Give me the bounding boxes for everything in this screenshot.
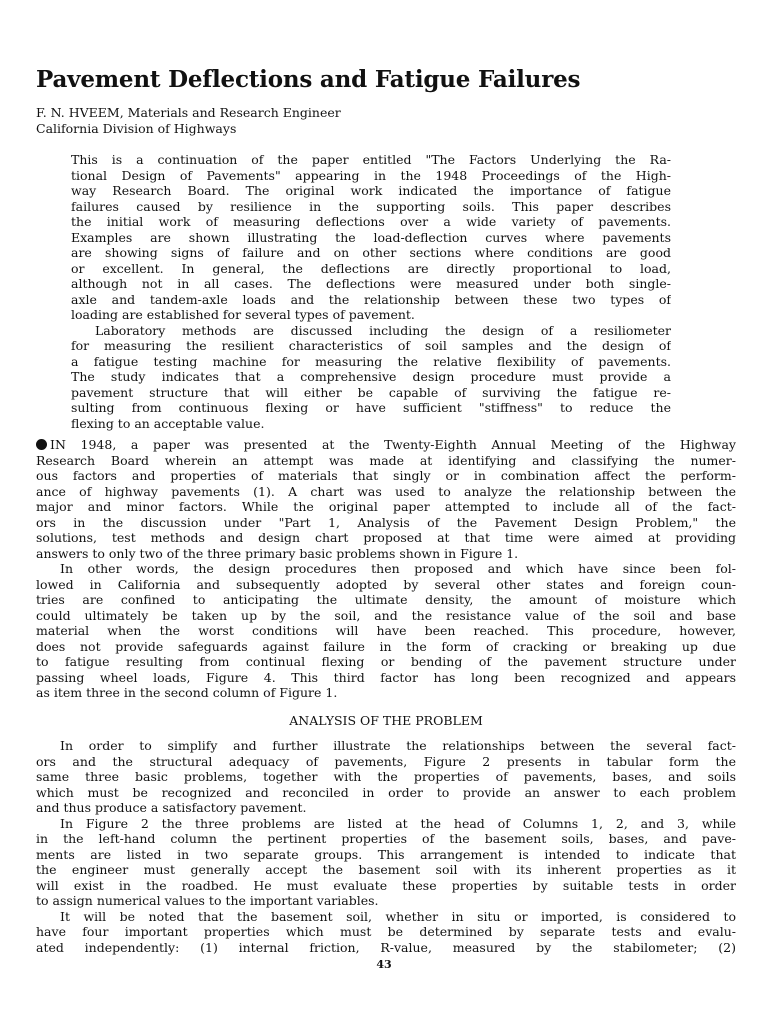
paragraph5-line: have four important properties which must be determined by separate tests and evalu- — [36, 924, 736, 939]
paragraph2-line: does not provide safeguards against failure in the form of cracking or breaking up due — [36, 638, 736, 654]
paragraph2-line: as item three in the second column of Figure 1. — [36, 685, 338, 700]
paragraph1-line: answers to only two of the three primary basic problems shown in Figure 1. — [36, 545, 519, 561]
paragraph2-line: passing wheel loads, Figure 4. This third factor has long been recognized and appears — [36, 669, 736, 685]
paragraph4-line: the engineer must generally accept the basement soil with its inherent properties as it — [36, 862, 736, 877]
paragraph1-line: ous factors and properties of materials that singly or in combination affect the perform- — [36, 468, 736, 483]
paragraph3-line: which must be recognized and reconciled in order to provide an answer to each problem — [36, 784, 736, 800]
abstract-line: for measuring the resilient characteristics of soil samples and the design of — [71, 338, 671, 353]
page-number: 43 — [376, 958, 392, 971]
body-text — [36, 437, 736, 955]
abstract-line: failures caused by resilience in the supporting soils. This paper describes — [71, 198, 671, 214]
paragraph4-line: will exist in the roadbed. He must evaluate these properties by suitable tests in order — [36, 877, 736, 893]
paragraph1-line: Research Board wherein an attempt was made at identifying and classifying the numer- — [36, 452, 736, 468]
paragraph2-line: could ultimately be taken up by the soil, and the resistance value of the soil and base — [36, 607, 736, 623]
author-affiliation: California Division of Highways — [36, 121, 237, 136]
paragraph2-line: to fatigue resulting from continual flexing or bending of the pavement structure under — [36, 654, 736, 669]
paragraph3-line: same three basic problems, together with the properties of pavements, bases, and soils — [36, 769, 736, 784]
abstract-line: loading are established for several types of pavement. — [71, 307, 415, 322]
paragraph-4 — [36, 816, 736, 909]
author-name: F. N. HVEEM, Materials and Research Engineer — [36, 105, 341, 120]
paragraph1-line: ors in the discussion under "Part 1, Analysis of the Pavement Design Problem," the — [36, 514, 736, 530]
paragraph-1 — [36, 437, 736, 561]
abstract-line: tional Design of Pavements" appearing in the 1948 Proceedings of the High- — [71, 167, 671, 183]
paragraph4-line: in the left-hand column the pertinent properties of the basement soils, bases, and pave- — [36, 831, 736, 846]
paragraph1-line: major and minor factors. While the original paper attempted to include all of the fact- — [36, 499, 736, 514]
paragraph-5 — [36, 909, 736, 956]
abstract-line: or excellent. In general, the deflections are directly proportional to load, — [71, 260, 671, 276]
paragraph1-line: IN 1948, a paper was presented at the Twenty-Eighth Annual Meeting of the Highway — [36, 437, 736, 453]
abstract-line: although not in all cases. The deflections were measured under both single- — [71, 276, 671, 291]
paragraph3-line: ors and the structural adequacy of pavements, Figure 2 presents in tabular form the — [36, 753, 736, 769]
author-block — [36, 105, 341, 137]
abstract-line: The study indicates that a comprehensive design procedure must provide a — [71, 369, 671, 384]
section-heading: ANALYSIS OF THE PROBLEM — [289, 712, 483, 728]
paragraph1-line: ance of highway pavements (1). A chart was used to analyze the relationship between the — [36, 483, 736, 499]
abstract-line: way Research Board. The original work indicated the importance of fatigue — [71, 183, 671, 198]
abstract-line: are showing signs of failure and on other sections where conditions are good — [71, 245, 671, 260]
paragraph4-line: ments are listed in two separate groups. This arrangement is intended to indicate that — [36, 846, 736, 862]
paragraph4-line: to assign numerical values to the important variables. — [36, 893, 379, 908]
paragraph-2 — [36, 561, 736, 701]
paragraph4-line: In Figure 2 the three problems are listed at the head of Columns 1, 2, and 3, while — [60, 815, 736, 831]
paragraph2-line: In other words, the design procedures then proposed and which have since been fol- — [60, 561, 736, 576]
abstract-line: a fatigue testing machine for measuring the relative flexibility of pavements. — [71, 353, 671, 369]
bullet-icon — [36, 439, 47, 450]
abstract-line: This is a continuation of the paper entitled "The Factors Underlying the Ra- — [71, 152, 671, 167]
abstract-line: Laboratory methods are discussed including the design of a resiliometer — [95, 322, 671, 338]
paragraph2-line: tries are confined to anticipating the ultimate density, the amount of moisture which — [36, 592, 736, 607]
paragraph3-line: and thus produce a satisfactory pavement. — [36, 800, 307, 815]
paragraph5-line: It will be noted that the basement soil, whether in situ or imported, is considered to — [60, 908, 736, 924]
abstract-line: flexing to an acceptable value. — [71, 415, 265, 431]
abstract-line: Examples are shown illustrating the load-deflection curves where pavements — [71, 229, 671, 245]
abstract-line: the initial work of measuring deflections over a wide variety of pavements. — [71, 214, 671, 229]
paragraph2-line: material when the worst conditions will have been reached. This procedure, however, — [36, 623, 736, 638]
abstract-line: sulting from continuous flexing or have sufficient "stiffness" to reduce the — [71, 400, 671, 415]
paragraph2-line: lowed in California and subsequently adopted by several other states and foreign coun- — [36, 576, 736, 592]
paragraph3-line: In order to simplify and further illustrate the relationships between the several fact- — [60, 738, 736, 753]
paragraph5-line: ated independently: (1) internal friction, R-value, measured by the stabilometer; (2) — [36, 939, 736, 955]
abstract-line: axle and tandem-axle loads and the relationship between these two types of — [71, 291, 671, 307]
paragraph1-line: solutions, test methods and design chart proposed at that time were aimed at providing — [36, 530, 736, 545]
paragraph-3 — [36, 738, 736, 816]
abstract-line: pavement structure that will either be capable of surviving the fatigue re- — [71, 384, 671, 400]
paper-title: Pavement Deflections and Fatigue Failures — [36, 66, 581, 93]
abstract — [71, 152, 671, 431]
